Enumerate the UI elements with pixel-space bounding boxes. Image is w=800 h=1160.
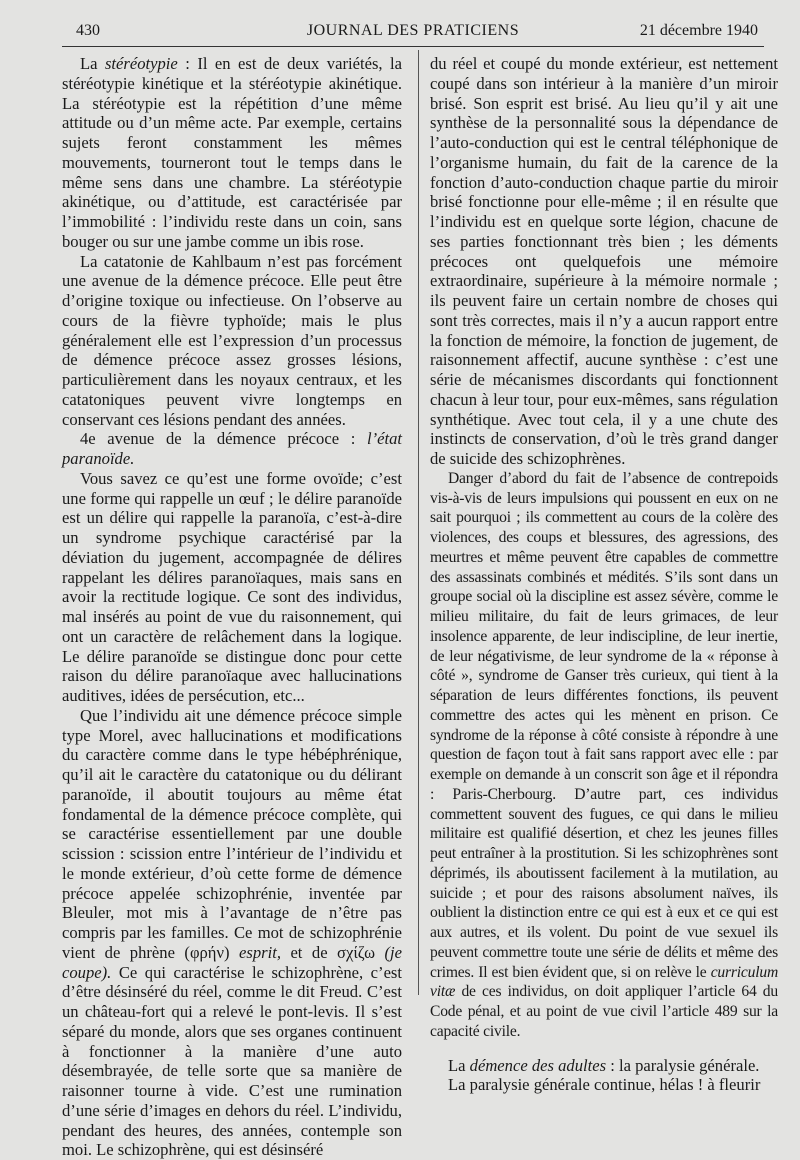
paragraph (62, 469, 402, 706)
paragraph (62, 706, 402, 1160)
italic-text: stéréotypie (104, 54, 178, 73)
text-run: ) (224, 942, 240, 962)
paragraph (62, 429, 402, 469)
page-header (62, 18, 764, 47)
text-run: de ces individus, on doit appliquer l’article 64 du Code pénal, et au point de vue civil l’article 489 sur la capacité civile. (430, 983, 778, 1040)
paragraph (430, 1056, 778, 1076)
text-run: Danger d’abord du fait de l’absence de contrepoids vis-à-vis de leurs impulsions qui poussent en eux on ne sait pourquoi ; ils commettent au cours de la colère des violences, des coups et blessures, des agressions, des meurtres et même peuvent être capables de commettre des assassinats combinés et médités. S’ils sont dans un groupe social où la discipline est assez sévère, comme le milieu militaire, du fait de leurs grimaces, de leur insolence apparente, de leur indiscipline, de leur inertie, de leur négativisme, de leur syndrome de la « réponse à côté », syndrome de Ganser très curieux, qui tient à la séparation de leurs différentes fonctions, ils peuvent commettre des actes qui les mènent en prison. Ce syndrome de la réponse à côté consiste à répondre à une question de façon tout à fait sans rapport avec elle : par exemple on demande à un conscrit son âge et il répondra : Paris-Cherbourg. D’autre part, ces individus commettent souvent des fugues, ce qui dans le milieu militaire est qualifié désertion, et chez les jeunes filles peut entraîner à la prostitution. Si les schizophrènes sont déprimés, ils aboutissent facilement à la mutilation, au suicide ; et pour des raisons absolument naïves, ils oublient la distinction entre ce qui est à eux et ce qui est aux autres, et ils volent. Du point de vue sexuel ils peuvent commettre toute une série de délits et même des crimes. Il est bien évident que, si on relève le (430, 469, 778, 981)
text-run: La (448, 1055, 470, 1075)
text-run: φρήν (189, 942, 224, 962)
journal-title: JOURNAL DES PRATICIENS (306, 22, 520, 39)
text-run: La paralysie générale continue, hélas ! à fleurir (448, 1075, 761, 1095)
page-number: 430 (76, 22, 100, 39)
italic-text: (je coupe). (62, 942, 402, 982)
left-text-column (62, 54, 402, 1160)
text-run: : Il en est de deux variétés, la stéréotypie kinétique et la stéréotypie akinétique. La stéréotypie est la répétition d’une même attitude ou d’un même acte. Par exemple, certains sujets feront constamment les mêmes mouvements, tourneront tout le temps dans le même sens dans une chambre. La stéréotypie akinétique, ou d’attitude, est caractérisée par l’immobilité : l’individu reste dans un coin, sans bouger ou sur une jambe comme un ibis rose. (62, 54, 402, 251)
paragraph (62, 252, 402, 430)
paragraph (62, 54, 402, 252)
text-run: σχίζω (337, 942, 375, 962)
text-run: Ce qui caractérise le schizophrène, c’est d’être désinséré du réel, comme le dit Freud. C’est un château-fort qui a relevé le pont-levis. Il s’est séparé du monde, alors que ses organes continuent à fonctionner à la manière d’une auto désembrayée, de telle sorte que sa manière de raisonner tourne à vide. C’est une rumination d’une série d’images en dehors du réel. L’individu, pendant des heures, des années, contemple son moi. Le schizophrène, qui est désinséré (62, 962, 402, 1160)
right-text-column (430, 54, 778, 1095)
text-run: La (80, 54, 105, 73)
text-run: et de (280, 942, 338, 962)
italic-text: curriculum vitæ (430, 963, 778, 1001)
issue-date: 21 décembre 1940 (639, 22, 758, 39)
paragraph (430, 54, 778, 469)
italic-text: démence des adultes (469, 1055, 607, 1075)
text-run: : la paralysie générale. (606, 1055, 760, 1075)
text-run: 4e avenue de la démence précoce : (80, 429, 367, 449)
italic-text: l’état paranoïde. (62, 429, 402, 468)
text-run: La catatonie de Kahlbaum n’est pas forcément une avenue de la démence précoce. Elle peut être d’origine toxique ou infectieuse. On l’observe au cours de la fièvre typhoïde; mais le plus généralement elle est l’expression d’un processus de démence précoce assez grosses lésions, particulièrement dans les noyaux centraux, et les catatoniques peuvent vivre longtemps en conservant ces lésions pendant des années. (62, 251, 402, 429)
text-run: du réel et coupé du monde extérieur, est nettement coupé dans son intérieur à la manière d’un miroir brisé. Son esprit est brisé. Au lieu qu’il y ait une synthèse de la personnalité sous la dépendance de l’auto-conduction qui est le central téléphonique de l’organisme humain, du fait de la carence de la fonction d’auto-conduction chaque partie du miroir brisé fonctionne pour elle-même ; il en résulte que l’individu est en quelque sorte légion, chacune de ses parties fonctionnant très bien ; les déments précoces ont quelquefois une mémoire extraordinaire, supérieure à la mémoire normale ; ils peuvent faire un certain nombre de choses qui sont très correctes, mais il n’y a aucun rapport entre la fonction de mémoire, la fonction de jugement, de raisonnement affectif, aucune synthèse : c’est une série de mécanismes discordants qui fonctionnent chacun à leur tour, pour eux-mêmes, sans régulation synthétique. Avec tout cela, il y a une chute des instincts de conservation, d’où le très grand danger de suicide des schizophrènes. (430, 54, 778, 468)
paragraph (430, 469, 778, 1042)
text-run: Que l’individu ait une démence précoce simple type Morel, avec hallucinations et modifications du caractère comme dans le type hébéphrénique, qu’il ait le caractère du catatonique ou du délirant paranoïde, il aboutit toujours au même état fondamental de la démence précoce complète, qui se caractérise essentiellement par une double scission : scission entre l’intérieur de l’individu et le monde extérieur, d’où cette forme de démence précoce appelée schizophrénie, inventée par Bleuler, mot mis à l’avantage de n’être pas compris par les familles. Ce mot de schizophrénie vient de phrène ( (62, 705, 402, 962)
column-divider (418, 50, 419, 995)
italic-text: esprit, (239, 942, 281, 962)
paragraph (430, 1075, 778, 1095)
text-run: Vous savez ce qu’est une forme ovoïde; c’est une forme qui rappelle un œuf ; le délire paranoïde est un délire qui rappelle la paranoïa, c’est-à-dire un syndrome psychique caractérisé par la déviation du jugement, accompagnée de délires rappelant les délires paranoïaques, mais sans en avoir la rectitude logique. Ce sont des individus, mal insérés au point de vue du raisonnement, qui ont un caractère de relâchement dans la logique. Le délire paranoïde se distingue donc pour cette raison du délire paranoïaque avec hallucinations auditives, idées de persécution, etc... (62, 468, 402, 705)
